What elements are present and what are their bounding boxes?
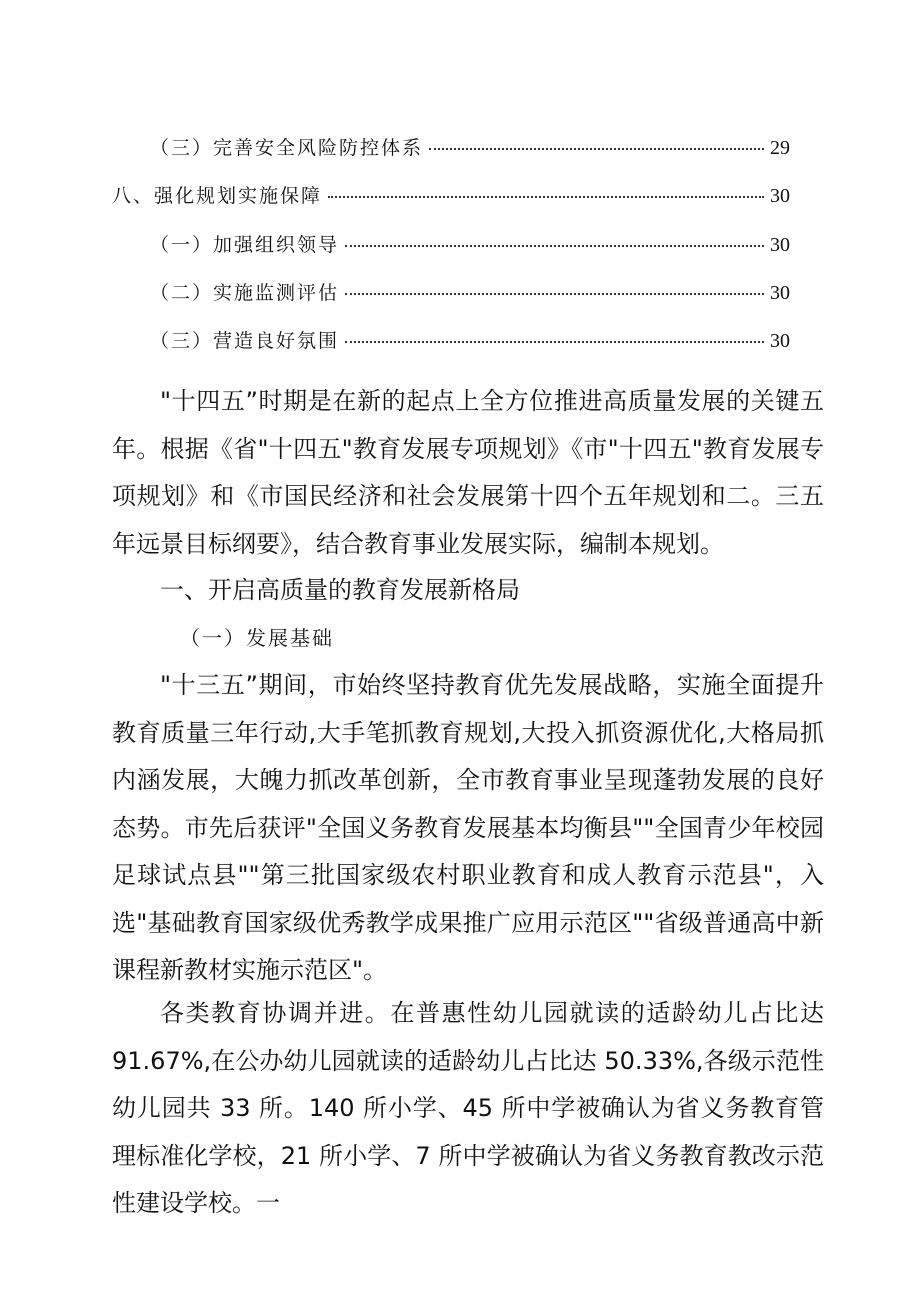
- intro-paragraph: "十四五”时期是在新的起点上全方位推进高质量发展的关键五年。根据《省"十四五"教育发展专项规划》《市"十四五"教育发展专项规划》和《市国民经济和社会发展第十四个五年规划和二。三五年远景目标纲要》，结合教育事业发展实际，编制本规划。: [112, 387, 824, 558]
- section-heading: 一、开启高质量的教育发展新格局: [160, 576, 520, 604]
- toc-entry[interactable]: [150, 326, 790, 356]
- toc-entry[interactable]: [150, 230, 790, 260]
- body-paragraph: 各类教育协调并进。在普惠性幼儿园就读的适龄幼儿占比达91.67%,在公办幼儿园就读的适龄幼儿占比达 50.33%,各级示范性幼儿园共 33 所。140 所小学、45 所中学被确认为省义务教育管理标准化学校，21 所小学、7 所中学被确认为省义务教育教改示范性建设学校。一: [112, 999, 824, 1217]
- toc-page-number: 30: [770, 234, 790, 256]
- toc-leader-dots: [345, 341, 764, 343]
- subsection-heading: （一）发展基础: [180, 626, 334, 650]
- toc-entry[interactable]: [112, 181, 790, 211]
- toc-entry[interactable]: [150, 278, 790, 308]
- toc-entry-label: 八、强化规划实施保障: [112, 185, 323, 207]
- toc-entry-label: （三）营造良好氛围: [150, 330, 340, 352]
- toc-entry-label: （一）加强组织领导: [150, 234, 340, 256]
- toc-entry-label: （三）完善安全风险防控体系: [150, 137, 424, 159]
- toc-leader-dots: [429, 148, 764, 150]
- toc-page-number: 29: [770, 137, 790, 159]
- toc-page-number: 30: [770, 185, 790, 207]
- toc-leader-dots: [328, 196, 764, 198]
- toc-page-number: 30: [770, 330, 790, 352]
- toc-entry[interactable]: [150, 133, 790, 163]
- toc-leader-dots: [345, 245, 764, 247]
- toc-page-number: 30: [770, 282, 790, 304]
- toc-entry-label: （二）实施监测评估: [150, 282, 340, 304]
- toc-leader-dots: [345, 293, 764, 295]
- body-paragraph: "十三五”期间，市始终坚持教育优先发展战略，实施全面提升教育质量三年行动,大手笔抓教育规划,大投入抓资源优化,大格局抓内涵发展，大魄力抓改革创新，全市教育事业呈现蓬勃发展的良好态势。市先后获评"全国义务教育发展基本均衡县""全国青少年校园足球试点县""第三批国家级农村职业教育和成人教育示范县"，入选"基础教育国家级优秀教学成果推广应用示范区""省级普通高中新课程新教材实施示范区"。: [112, 671, 824, 984]
